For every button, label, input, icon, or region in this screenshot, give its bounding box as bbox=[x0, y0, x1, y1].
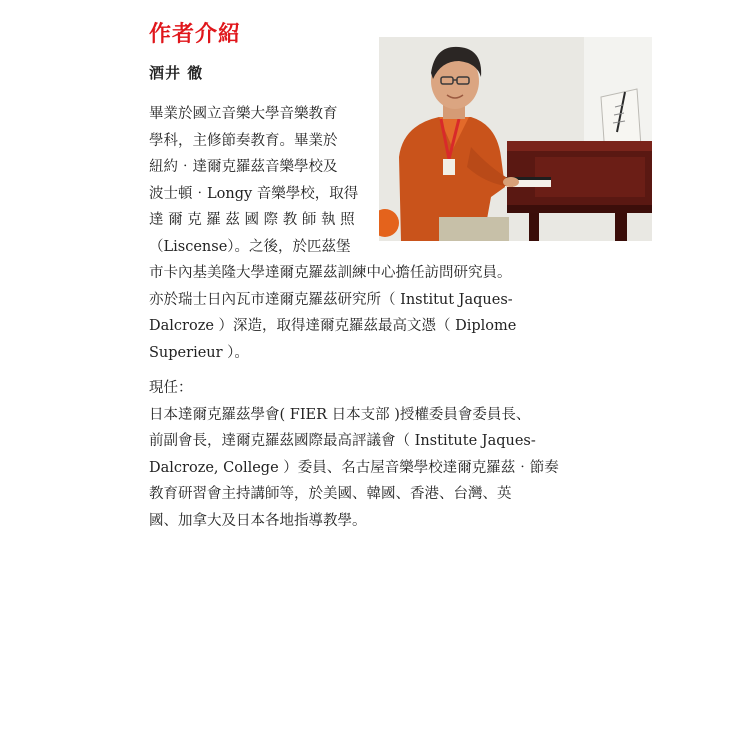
current-line: 國、加拿大及日本各地指導教學。 bbox=[149, 512, 367, 529]
bio-line: 波士頓‧Longy 音樂學校，取得 bbox=[149, 185, 359, 202]
bio-line: 學科，主修節奏教育。畢業於 bbox=[149, 132, 338, 149]
current-line: 教育研習會主持講師等，於美國、韓國、香港、台灣、英 bbox=[149, 486, 512, 502]
bio-line: 亦於瑞士日內瓦市達爾克羅茲研究所（ Institut Jaques- bbox=[149, 291, 513, 308]
current-line: Dalcroze, College ）委員、名古屋音樂學校達爾克羅茲‧節奏 bbox=[149, 459, 559, 476]
section-heading: 作者介紹 bbox=[149, 21, 242, 47]
bio-line: 畢業於國立音樂大學音樂教育 bbox=[149, 106, 338, 122]
bio-line: 市卡內基美隆大學達爾克羅茲訓練中心擔任訪問研究員。 bbox=[149, 265, 512, 281]
bio-line: Superieur ）。 bbox=[149, 344, 249, 361]
biography bbox=[149, 101, 579, 366]
bio-line: 達 爾 克 羅 茲 國 際 教 師 執 照 bbox=[149, 212, 355, 228]
bio-line: （Liscense）。之後，於匹茲堡 bbox=[149, 238, 351, 255]
current-line: 現任： bbox=[149, 380, 193, 396]
author-name: 酒井 徹 bbox=[149, 64, 204, 82]
bio-line: 紐約‧達爾克羅茲音樂學校及 bbox=[149, 159, 338, 175]
bio-line: Dalcroze ）深造，取得達爾克羅茲最高文憑（ Diplome bbox=[149, 318, 517, 334]
current-line: 前副會長，達爾克羅茲國際最高評議會（ Institute Jaques- bbox=[149, 433, 536, 449]
current-positions bbox=[149, 375, 579, 534]
current-line: 日本達爾克羅茲學會( FIER 日本支部 )授權委員會委員長、 bbox=[149, 406, 531, 423]
